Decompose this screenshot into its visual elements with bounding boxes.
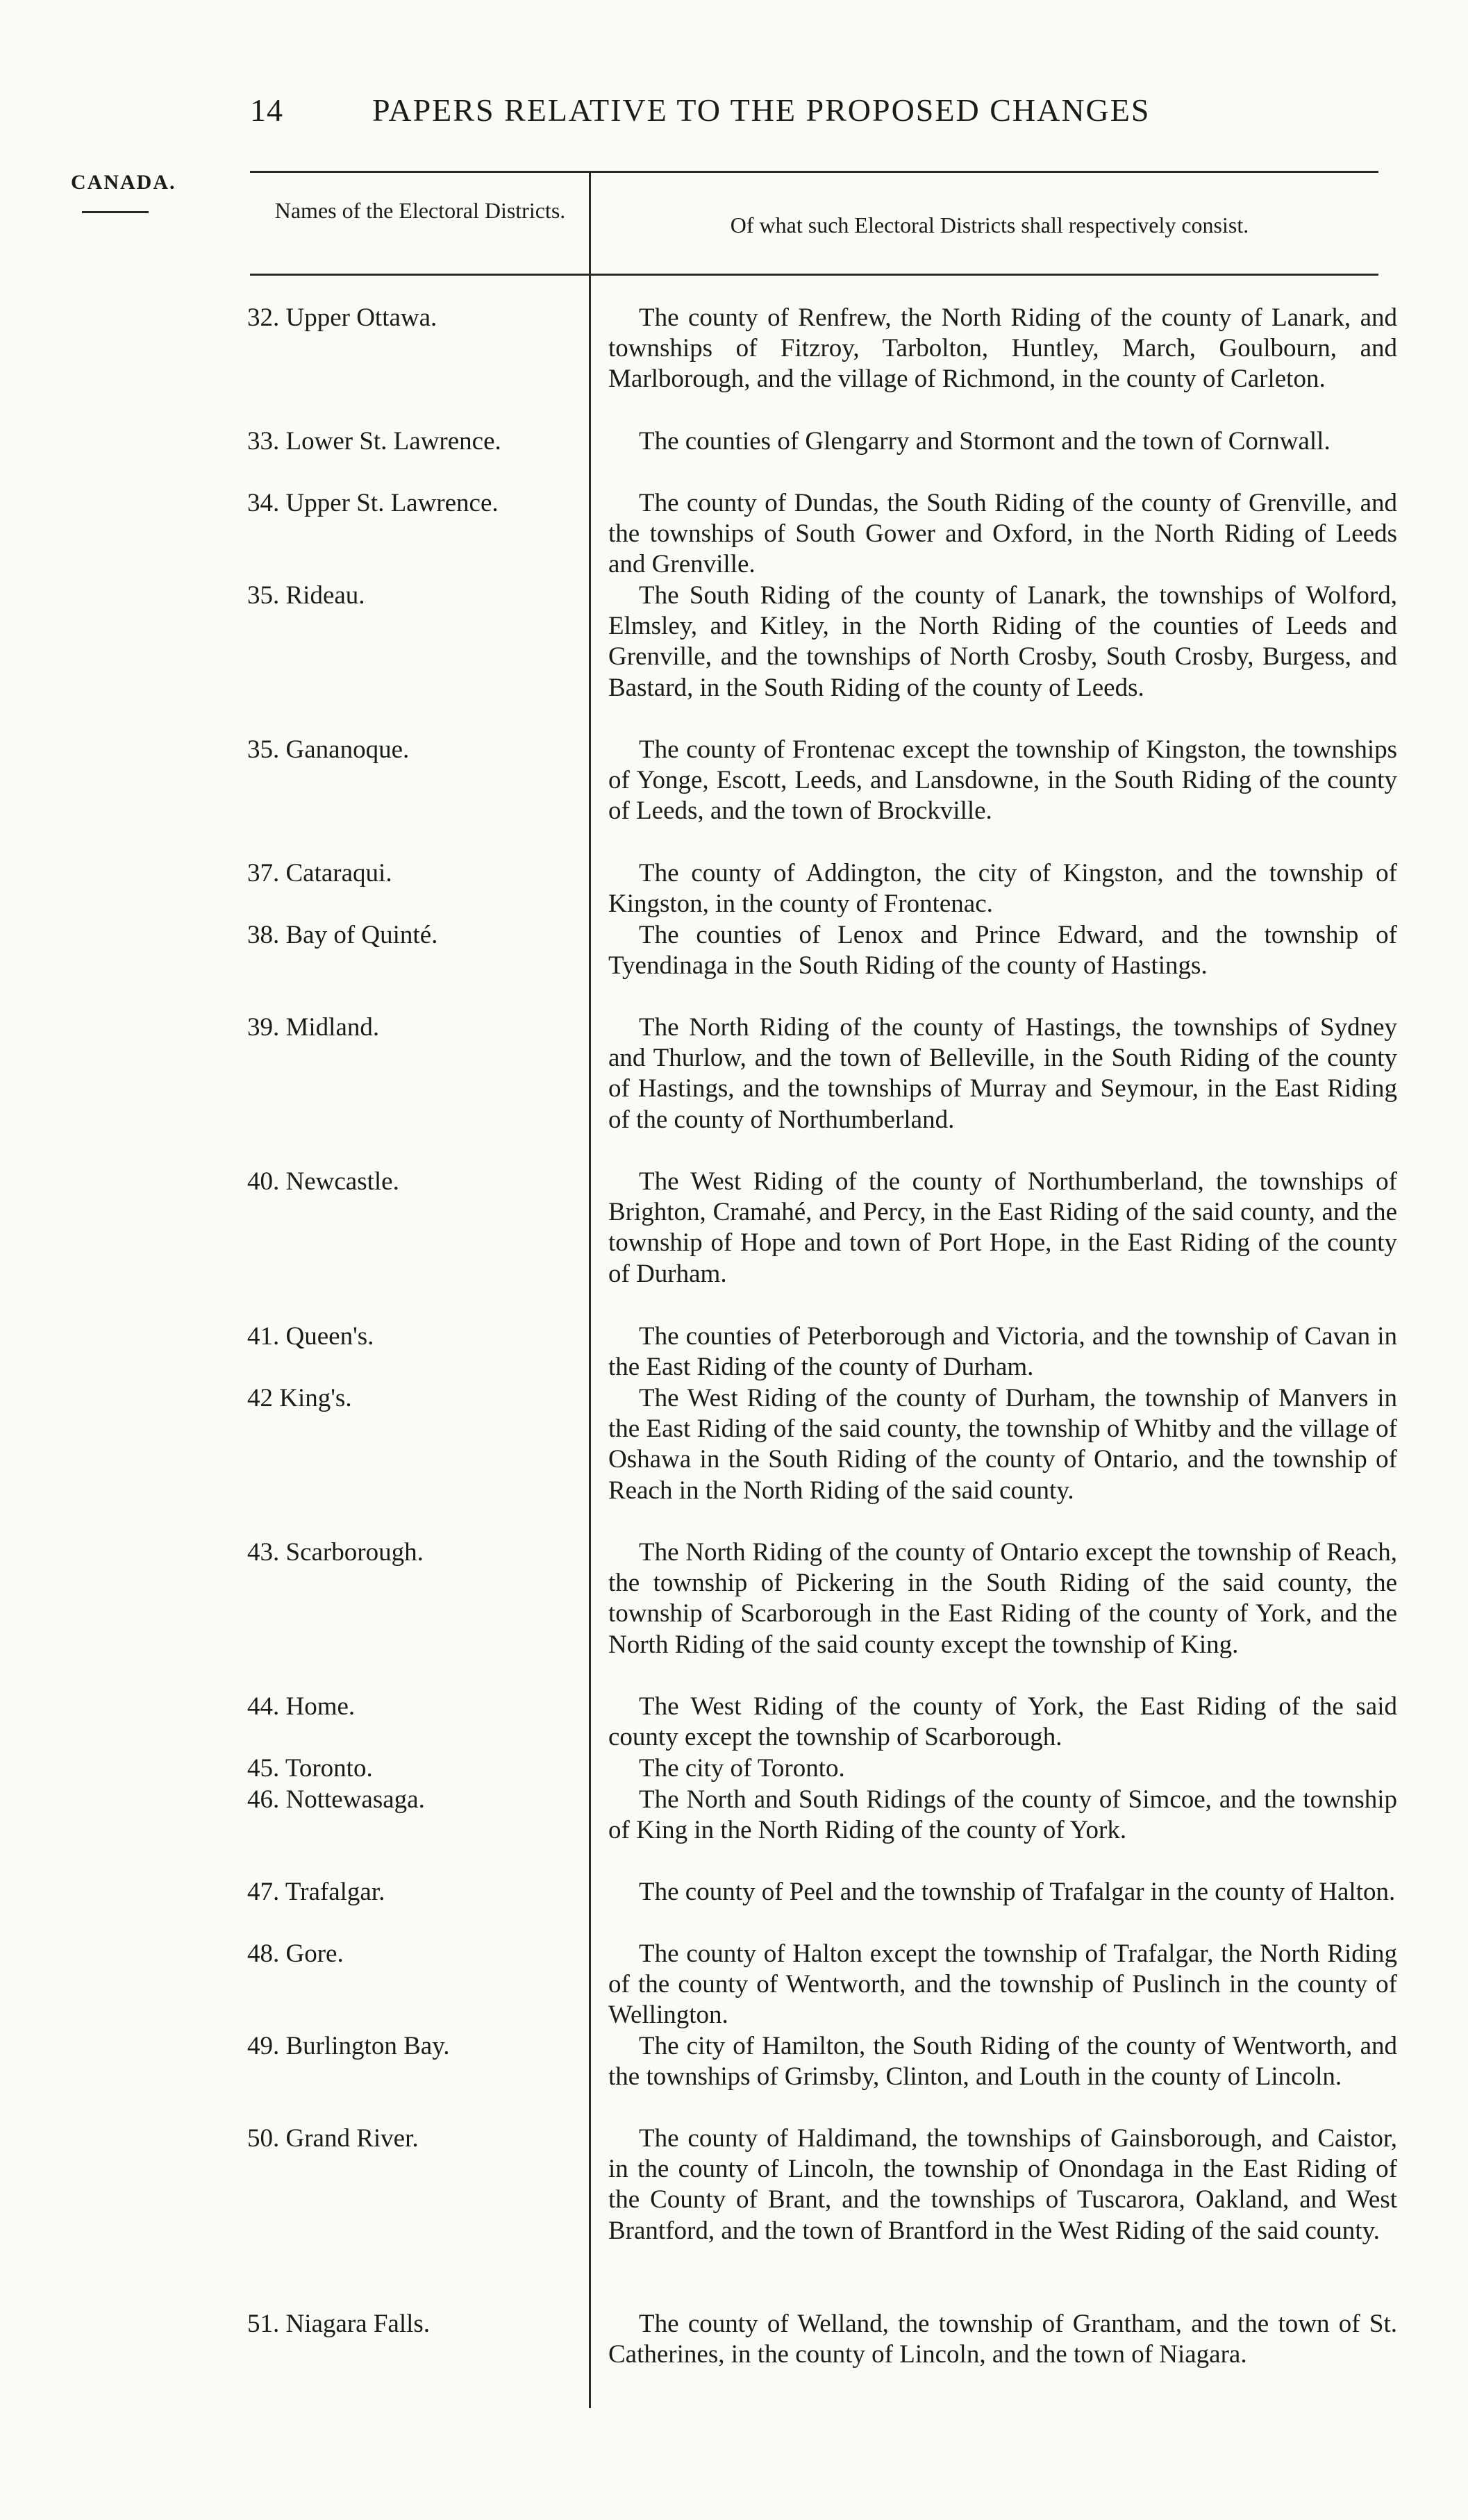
side-note-canada: CANADA. [71,171,176,194]
district-name: 49. Burlington Bay. [247,2032,450,2060]
district-description: The North and South Ridings of the county of Simcoe, and the township of King in the North Riding of the county of York. [608,1785,1397,1845]
district-description: The West Riding of the county of York, the East Riding of the said county except the township of Scarborough. [608,1692,1397,1752]
district-description: The city of Hamilton, the South Riding of the county of Wentworth, and the townships of Grimsby, Clinton, and Louth in the county of Lincoln. [608,2032,1397,2092]
district-name: 46. Nottewasaga. [247,1785,425,1814]
running-title: PAPERS RELATIVE TO THE PROPOSED CHANGES [372,92,1151,128]
district-name: 35. Rideau. [247,581,365,610]
district-name: 37. Cataraqui. [247,859,392,887]
district-name: 40. Newcastle. [247,1167,399,1196]
district-description: The city of Toronto. [639,1754,845,1783]
district-description: The counties of Glengarry and Stormont and the town of Cornwall. [639,427,1331,456]
page-number: 14 [250,92,283,128]
district-name: 43. Scarborough. [247,1538,424,1567]
district-description: The counties of Peterborough and Victoria, and the township of Cavan in the East Riding of the county of Durham. [608,1322,1397,1382]
district-name: 51. Niagara Falls. [247,2310,431,2338]
district-name: 47. Trafalgar. [247,1878,385,1906]
district-description: The county of Peel and the township of Trafalgar in the county of Halton. [639,1878,1396,1906]
district-description: The counties of Lenox and Prince Edward, and the township of Tyendinaga in the South Riding of the county of Hastings. [608,921,1397,981]
district-name: 44. Home. [247,1692,356,1721]
district-description: The county of Addington, the city of Kingston, and the township of Kingston, in the county of Frontenac. [608,859,1397,919]
district-name: 45. Toronto. [247,1754,373,1783]
district-name: 33. Lower St. Lawrence. [247,427,501,456]
district-description: The North Riding of the county of Hastings, the townships of Sydney and Thurlow, and the town of Belleville, in the South Riding of the county of Hastings, and the townships of Murray and Seymour, in the East Riding of the county of Northumberland. [608,1013,1397,1134]
district-name: 48. Gore. [247,1939,344,1968]
district-name: 38. Bay of Quinté. [247,921,438,949]
district-description: The county of Halton except the township of Trafalgar, the North Riding of the county of Wentworth, and the township of Puslinch in the county of Wellington. [608,1939,1397,2030]
district-description: The county of Dundas, the South Riding of the county of Grenville, and the townships of South Gower and Oxford, in the North Riding of Leeds and Grenville. [608,489,1397,579]
district-name: 32. Upper Ottawa. [247,303,437,332]
district-description: The county of Frontenac except the township of Kingston, the townships of Yonge, Escott, Leeds, and Lansdowne, in the South Riding of the county of Leeds, and the town of Brockville. [608,735,1397,826]
district-description: The county of Haldimand, the townships of Gainsborough, and Caistor, in the county of Lincoln, the township of Onondaga in the East Riding of the County of Brant, and the townships of Tuscarora, Oakland, and West Brantford, and the town of Brantford in the West Riding of the said county. [608,2124,1397,2245]
district-name: 34. Upper St. Lawrence. [247,489,499,517]
district-name: 39. Midland. [247,1013,380,1042]
column-header-consist: Of what such Electoral Districts shall respectively consist. [730,212,1249,237]
district-description: The West Riding of the county of Northumberland, the townships of Brighton, Cramahé, and Percy, in the East Riding of the said county, and the township of Hope and town of Port Hope, in the East Riding of the county of Durham. [608,1167,1397,1288]
district-description: The South Riding of the county of Lanark, the townships of Wolford, Elmsley, and Kitley, in the North Riding of the counties of Leeds and Grenville, and the townships of North Crosby, South Crosby, Burgess, and Bastard, in the South Riding of the county of Leeds. [608,581,1397,702]
column-header-names: Names of the Electoral Districts. [274,198,566,223]
district-description: The county of Renfrew, the North Riding of the county of Lanark, and townships of Fitzroy, Tarbolton, Huntley, March, Goulbourn, and Marlborough, and the village of Richmond, in the county of Carleton. [608,303,1397,394]
district-name: 50. Grand River. [247,2124,419,2153]
district-name: 42 King's. [247,1384,352,1412]
district-description: The county of Welland, the township of Grantham, and the town of St. Catherines, in the county of Lincoln, and the town of Niagara. [608,2310,1397,2369]
district-description: The West Riding of the county of Durham, the township of Manvers in the East Riding of the said county, the township of Whitby and the village of Oshawa in the South Riding of the county of Ontario, and the township of Reach in the North Riding of the said county. [608,1384,1397,1505]
district-name: 41. Queen's. [247,1322,374,1351]
district-description: The North Riding of the county of Ontario except the township of Reach, the township of Pickering in the South Riding of the said county, the township of Scarborough in the East Riding of the county of York, and the North Riding of the said county except the township of King. [608,1538,1397,1659]
district-name: 35. Gananoque. [247,735,410,764]
